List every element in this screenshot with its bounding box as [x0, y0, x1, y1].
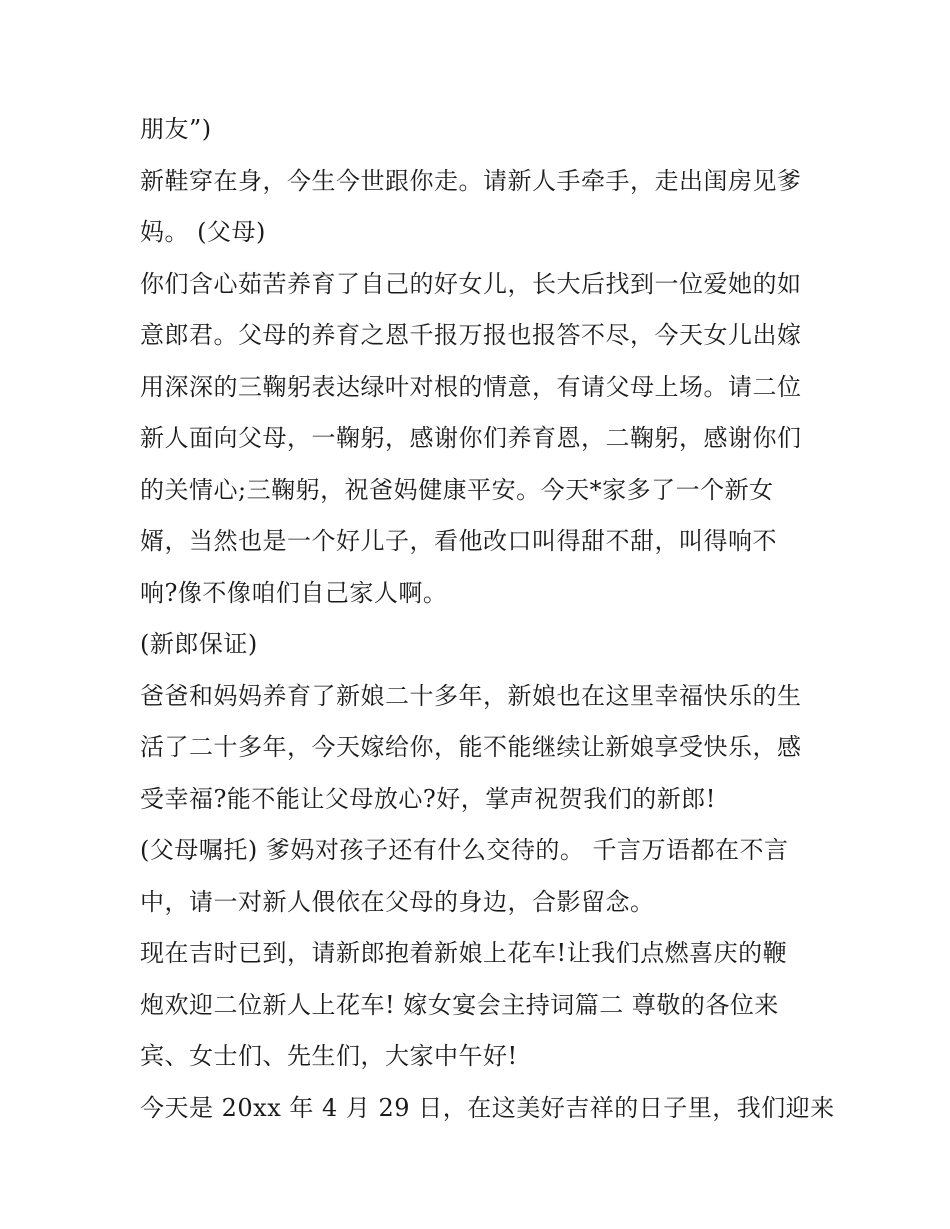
text-line: 妈。 (父母)	[140, 218, 266, 246]
text-line: 受幸福?能不能让父母放心?好，掌声祝贺我们的新郎!	[140, 784, 716, 813]
text-line: 中，请一对新人偎依在父母的身边，合影留念。	[140, 887, 655, 916]
text-line: 朋友”)	[140, 115, 212, 143]
text-line: 意郎君。父母的养育之恩千报万报也报答不尽，今天女儿出嫁	[140, 321, 802, 349]
text-line: 宾、女士们、先生们，大家中午好!	[140, 1042, 518, 1070]
text-line: 响?像不像咱们自己家人啊。	[140, 578, 448, 607]
text-line: 新鞋穿在身，今生今世跟你走。请新人手牵手，走出闺房见爹	[140, 166, 802, 195]
text-line: 新人面向父母，一鞠躬，感谢你们养育恩，二鞠躬，感谢你们	[140, 424, 802, 452]
text-line: (父母嘱托) 爹妈对孩子还有什么交待的。 千言万语都在不言	[140, 836, 789, 864]
text-line: 你们含心茹苦养育了自己的好女儿，长大后找到一位爱她的如	[140, 269, 802, 298]
text-line: 炮欢迎二位新人上花车! 嫁女宴会主持词篇二 尊敬的各位来	[140, 990, 779, 1019]
text-line: 今天是 20xx 年 4 月 29 日，在这美好吉祥的日子里，我们迎来	[140, 1093, 835, 1122]
text-line: 现在吉时已到，请新郎抱着新娘上花车!让我们点燃喜庆的鞭	[140, 939, 788, 967]
text-line: 婿，当然也是一个好儿子，看他改口叫得甜不甜，叫得响不	[140, 527, 777, 555]
text-line: 爸爸和妈妈养育了新娘二十多年，新娘也在这里幸福快乐的生	[140, 681, 802, 710]
text-line: (新郎保证)	[140, 630, 258, 658]
text-line: 的关情心;三鞠躬，祝爸妈健康平安。今天*家多了一个新女	[140, 475, 774, 504]
text-line: 活了二十多年，今天嫁给你，能不能继续让新娘享受快乐，感	[140, 733, 802, 761]
text-line: 用深深的三鞠躬表达绿叶对根的情意，有请父母上场。请二位	[140, 372, 802, 401]
document-body	[140, 104, 835, 1134]
